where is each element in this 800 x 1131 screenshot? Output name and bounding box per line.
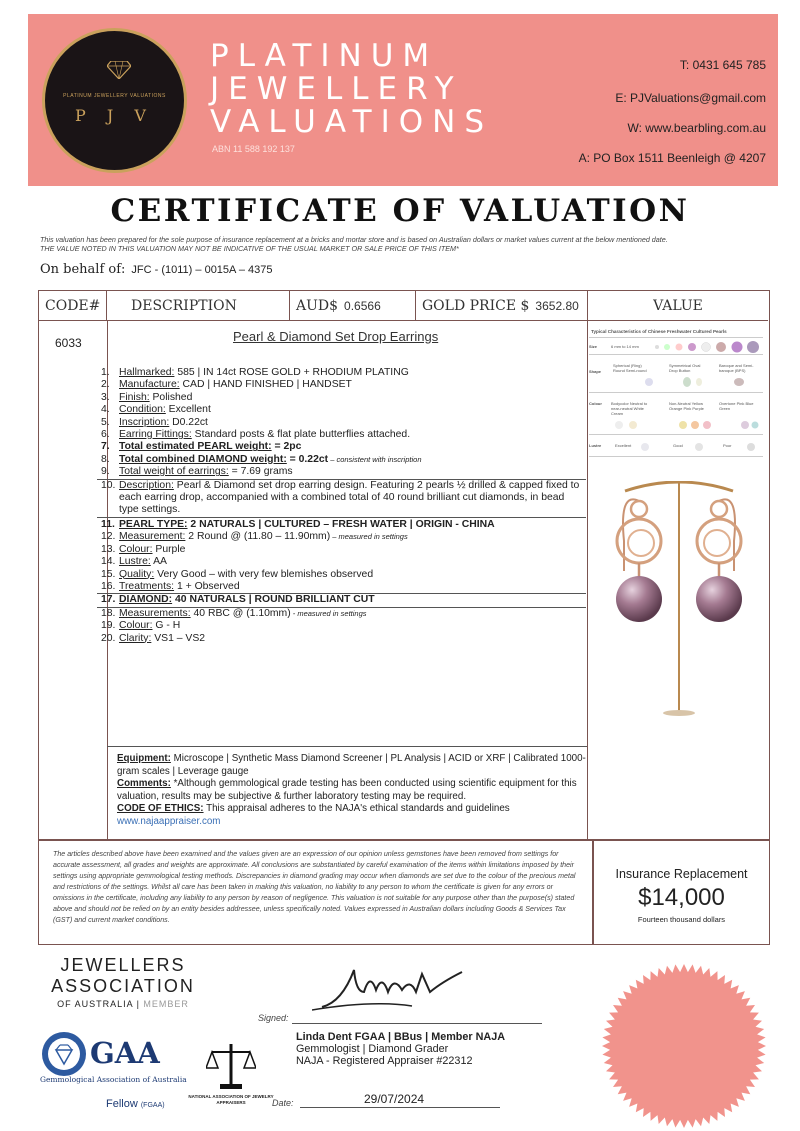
pearl-shape-icons	[639, 375, 759, 389]
colour-item: Overtone Pink Blue Green	[719, 401, 754, 411]
header-banner	[28, 14, 778, 186]
date-line	[300, 1107, 500, 1108]
list-item: 13. Colour: Purple	[101, 543, 186, 555]
gold-header: GOLD PRICE $	[422, 297, 530, 314]
embossed-seal-icon	[594, 962, 774, 1130]
behalf-label: On behalf of:	[40, 262, 126, 277]
list-item: 15. Quality: Very Good – with very few blemishes observed	[101, 568, 374, 580]
list-item: 14. Lustre: AA	[101, 556, 167, 568]
pearl-colour-icons	[609, 417, 759, 433]
terms-fineprint: The articles described above have been examined and the values given are an expression of our opinion unless gemstones have been removed from settings for accurate assessment, all grades and weights are approximate. All conclusions are substantiated by careful examination of the items within limitations imposed by their settings using appropriate gemmological testing methods. Discrepancies in diamond grading may occur when diamonds are set due to the colour of the precious metal and restrictions of the settings. Whilst all care has been taken in making this valuation, no liability to any person to whom the certificate is given for any errors or omissions in the certificate, including any liability to any person by reason of negligence. This valuation is not suitable for any purpose other than the purpose(s) stated above and should not be relied on by an entity besides addressee, unless specifically noted. Values expressed in Australian dollars including Goods & Services Tax (GST) and current market conditions.	[38, 840, 593, 945]
brand-line: PLATINUM	[210, 38, 439, 74]
jewellers-association-logo	[48, 955, 198, 1009]
pjv-logo	[42, 28, 187, 173]
behalf-value: JFC - (1011) – 0015A – 4375	[131, 264, 273, 276]
website[interactable]: W: www.bearbling.com.au	[627, 121, 766, 135]
logo-initials: P J V	[75, 106, 154, 125]
signature-line	[292, 1023, 542, 1024]
date-label: Date:	[272, 1098, 294, 1108]
header-aud	[290, 291, 416, 321]
brand-name	[210, 40, 493, 139]
description-header: DESCRIPTION	[131, 297, 237, 314]
insurance-label: Insurance Replacement	[615, 867, 748, 881]
certificate-title: CERTIFICATE OF VALUATION	[110, 193, 690, 229]
value-header: VALUE	[653, 297, 703, 314]
size-text: 6 mm to 14 mm	[611, 344, 639, 349]
insurance-value-words: Fourteen thousand dollars	[637, 915, 726, 924]
item-code: 6033	[55, 336, 82, 350]
valuation-disclaimer	[40, 235, 780, 253]
phone: T: 0431 645 785	[679, 58, 766, 72]
colour-item: Non-Neutral Yellow Orange Pink Purple	[669, 401, 704, 411]
list-item: 8. Total combined DIAMOND weight: = 0.22ct – consistent with inscription	[101, 453, 422, 465]
certificate-date: 29/07/2024	[364, 1092, 425, 1106]
row-label: Colour	[589, 401, 602, 406]
list-item: 19. Colour: G - H	[101, 620, 181, 632]
valuation-table	[38, 290, 770, 840]
list-item: 10. Description: Pearl & Diamond set drop earring design. Featuring 2 pearls ½ drilled & capped fixed to each earring drop, accompanied with a combined total of 40 round brilliant cut diamonds, in bead type settings.	[97, 479, 586, 518]
shape-item: Spherical (Ring) Round Semi-round	[613, 363, 647, 373]
signer-registration: NAJA - Registered Appraiser #22312	[296, 1055, 473, 1067]
chart-title: Typical Characteristics of Chinese Freshwater Cultured Pearls	[591, 329, 727, 334]
aud-header: AUD$	[296, 297, 339, 314]
insurance-replacement-box	[593, 840, 770, 945]
section-divider	[107, 746, 587, 747]
brand-line: VALUATIONS	[210, 104, 493, 140]
disclaimer-line: This valuation has been prepared for the sole purpose of insurance replacement at a bricks and mortar store and is based on Australian dollars or market values current at the below mentioned date.	[40, 235, 668, 244]
email[interactable]: E: PJValuations@gmail.com	[615, 91, 766, 105]
naja-scales-icon	[206, 1040, 256, 1092]
list-item: 9. Total weight of earrings: = 7.69 grams	[101, 466, 293, 478]
list-item: 6. Earring Fittings: Standard posts & flat plate butterflies attached.	[101, 429, 411, 441]
size-row	[589, 337, 763, 355]
list-item: 7. Total estimated PEARL weight: = 2pc	[101, 441, 302, 453]
pearl-characteristics-chart	[587, 327, 765, 467]
list-item: 4. Condition: Excellent	[101, 404, 211, 416]
postal-address: A: PO Box 1511 Beenleigh @ 4207	[578, 151, 766, 165]
pearl-size-icons	[651, 340, 761, 354]
ja-line: JEWELLERS	[60, 955, 186, 975]
lustre-item: Excellent	[615, 443, 632, 448]
list-item: 2. Manufacture: CAD | HAND FINISHED | HANDSET	[101, 379, 352, 391]
row-label: Size	[589, 344, 598, 349]
signer-name: Linda Dent FGAA | BBus | Member NAJA	[296, 1031, 505, 1043]
header-value	[588, 291, 768, 321]
ja-line: ASSOCIATION	[51, 976, 195, 996]
shape-item: Symmetrical Oval Drop Button	[669, 363, 701, 373]
header-description	[107, 291, 290, 321]
code-header: CODE#	[45, 297, 101, 314]
item-details	[101, 367, 586, 645]
list-item: 1. Hallmarked: 585 | IN 14ct ROSE GOLD + RHODIUM PLATING	[101, 367, 409, 378]
list-item: 16. Treatments: 1 + Observed	[101, 580, 240, 592]
shape-item: Baroque and Semi-baroque (BPS)	[719, 363, 754, 373]
list-item: 5. Inscription: D0.22ct	[101, 416, 208, 428]
earrings-photo	[599, 481, 759, 781]
ja-member-line: OF AUSTRALIA | MEMBER	[57, 999, 189, 1009]
diamond-icon	[107, 61, 131, 79]
list-item: 11. PEARL TYPE: 2 NATURALS | CULTURED – FRESH WATER | ORIGIN - CHINA	[101, 518, 495, 530]
naja-link[interactable]: www.najaappraiser.com	[117, 815, 221, 827]
list-item: 12. Measurement: 2 Round @ (11.80 – 11.90mm) – measured in settings	[101, 531, 408, 543]
list-item: 17. DIAMOND: 40 NATURALS | ROUND BRILLIANT CUT	[97, 593, 586, 607]
brand-line: JEWELLERY	[210, 71, 463, 107]
header-code	[39, 291, 107, 321]
equipment-note: Equipment: Microscope | Synthetic Mass Diamond Screener | PL Analysis | ACID or XRF | Calibrated 1000-gram scales | Leverage gauge	[117, 753, 586, 777]
header-gold-price	[416, 291, 588, 321]
colour-row	[589, 395, 763, 435]
signed-label: Signed:	[258, 1013, 289, 1023]
signer-role: Gemmologist | Diamond Grader	[296, 1043, 449, 1055]
gaa-emblem-icon	[40, 1030, 88, 1078]
gold-price: 3652.80	[535, 298, 579, 313]
item-title: Pearl & Diamond Set Drop Earrings	[233, 329, 439, 344]
signer-details	[296, 1031, 505, 1067]
row-label: Lustre	[589, 443, 602, 448]
ethics-note: CODE OF ETHICS: This appraisal adheres to the NAJA's ethical standards and guidelines	[117, 803, 510, 815]
handwritten-signature	[312, 962, 472, 1022]
fellow-badge: Fellow (FGAA)	[106, 1098, 165, 1110]
row-label: Shape	[589, 369, 602, 374]
lustre-item: Poor	[723, 443, 732, 448]
lustre-item: Good	[673, 443, 683, 448]
abn-number: ABN 11 588 192 137	[212, 144, 295, 154]
list-item: 18. Measurements: 40 RBC @ (1.10mm) - measured in settings	[101, 607, 367, 619]
disclaimer-line: THE VALUE NOTED IN THIS VALUATION MAY NOT BE INDICATIVE OF THE USUAL MARKET OR SALE PRICE OF THIS ITEM*	[40, 244, 459, 253]
shape-row	[589, 357, 763, 393]
comments-note: Comments: *Although gemmological grade testing has been conducted using scientific equipment for this valuation, results may be subjective & further laboratory testing may be required.	[117, 778, 577, 802]
on-behalf-of	[40, 262, 272, 277]
list-item: 3. Finish: Polished	[101, 391, 193, 403]
lustre-row	[589, 437, 763, 457]
list-item: 20. Clarity: VS1 – VS2	[101, 632, 206, 644]
pearl-lustre-icons	[639, 440, 765, 454]
logo-tagline: PLATINUM JEWELLERY VALUATIONS	[63, 93, 166, 99]
naja-caption: NATIONAL ASSOCIATION OF JEWELRY APPRAISERS	[188, 1094, 274, 1105]
gaa-logo-text: GAA	[90, 1036, 160, 1070]
insurance-value: $14,000	[638, 884, 725, 911]
colour-item: Bodycolor Neutral to near-neutral White Cream	[611, 401, 648, 416]
aud-rate: 0.6566	[344, 298, 381, 313]
equipment-section	[117, 753, 587, 829]
gaa-full-name: Gemmological Association of Australia	[40, 1075, 187, 1084]
